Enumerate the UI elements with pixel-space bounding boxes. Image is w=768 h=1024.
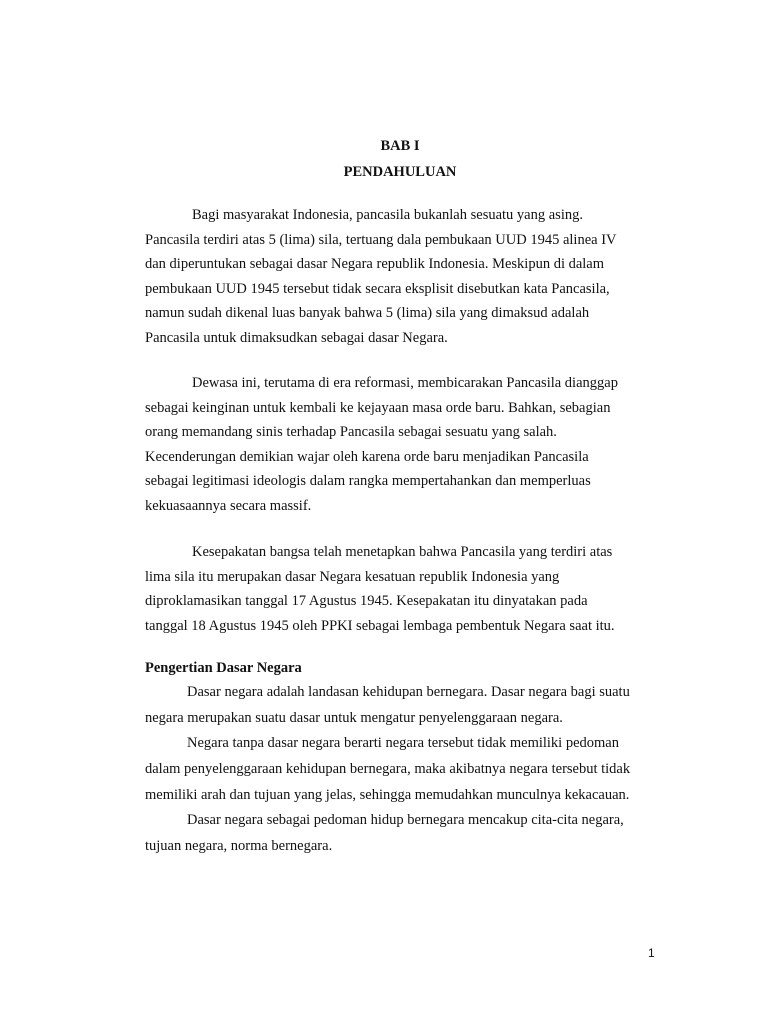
paragraph-line: pembukaan UUD 1945 tersebut tidak secara eksplisit disebutkan kata Pancasila, [145, 280, 610, 297]
paragraph-line: Bagi masyarakat Indonesia, pancasila bukanlah sesuatu yang asing. [192, 207, 583, 223]
chapter-heading: BAB I [380, 138, 420, 154]
page-number: 1 [648, 946, 655, 960]
section-body [145, 680, 665, 860]
section-line: memiliki arah dan tujuan yang jelas, sehingga memudahkan munculnya kekacauan. [145, 786, 630, 803]
section-line: dalam penyelenggaraan kehidupan bernegara, maka akibatnya negara tersebut tidak [145, 761, 631, 778]
paragraph-line: Pancasila terdiri atas 5 (lima) sila, tertuang dala pembukaan UUD 1945 alinea IV [145, 231, 617, 248]
section-line: Dasar negara sebagai pedoman hidup bernegara mencakup cita-cita negara, [187, 812, 624, 829]
paragraph-line: Kecenderungan demikian wajar oleh karena orde baru menjadikan Pancasila [145, 448, 589, 465]
paragraph-line: orang memandang sinis terhadap Pancasila sebagai sesuatu yang salah. [145, 424, 557, 441]
paragraph-line: Pancasila untuk dimaksudkan sebagai dasar Negara. [145, 329, 448, 346]
section-line: tujuan negara, norma bernegara. [145, 838, 333, 855]
paragraph-line: kekuasaannya secara massif. [145, 497, 312, 514]
section-line: Negara tanpa dasar negara berarti negara tersebut tidak memiliki pedoman [187, 735, 619, 752]
section-heading: Pengertian Dasar Negara [145, 660, 302, 676]
chapter-title: PENDAHULUAN [343, 164, 457, 180]
paragraph-2 [145, 371, 665, 519]
paragraph-line: Kesepakatan bangsa telah menetapkan bahwa Pancasila yang terdiri atas [192, 544, 613, 560]
paragraph-line: dan diperuntukan sebagai dasar Negara republik Indonesia. Meskipun di dalam [145, 256, 605, 273]
paragraph-line: diproklamasikan tanggal 17 Agustus 1945. Kesepakatan itu dinyatakan pada [145, 593, 588, 610]
paragraph-line: sebagai keinginan untuk kembali ke kejayaan masa orde baru. Bahkan, sebagian [145, 399, 611, 416]
paragraph-1 [145, 203, 665, 351]
paragraph-line: Dewasa ini, terutama di era reformasi, membicarakan Pancasila dianggap [192, 375, 618, 391]
section-line: Dasar negara adalah landasan kehidupan bernegara. Dasar negara bagi suatu [187, 684, 630, 700]
paragraph-line: sebagai legitimasi ideologis dalam rangka mempertahankan dan memperluas [145, 473, 591, 490]
section-line: negara merupakan suatu dasar untuk mengatur penyelenggaraan negara. [145, 709, 563, 726]
paragraph-line: tanggal 18 Agustus 1945 oleh PPKI sebagai lembaga pembentuk Negara saat itu. [145, 617, 615, 634]
paragraph-3 [145, 540, 665, 638]
paragraph-line: namun sudah dikenal luas banyak bahwa 5 (lima) sila yang dimaksud adalah [145, 305, 590, 322]
paragraph-line: lima sila itu merupakan dasar Negara kesatuan republik Indonesia yang [145, 568, 560, 585]
